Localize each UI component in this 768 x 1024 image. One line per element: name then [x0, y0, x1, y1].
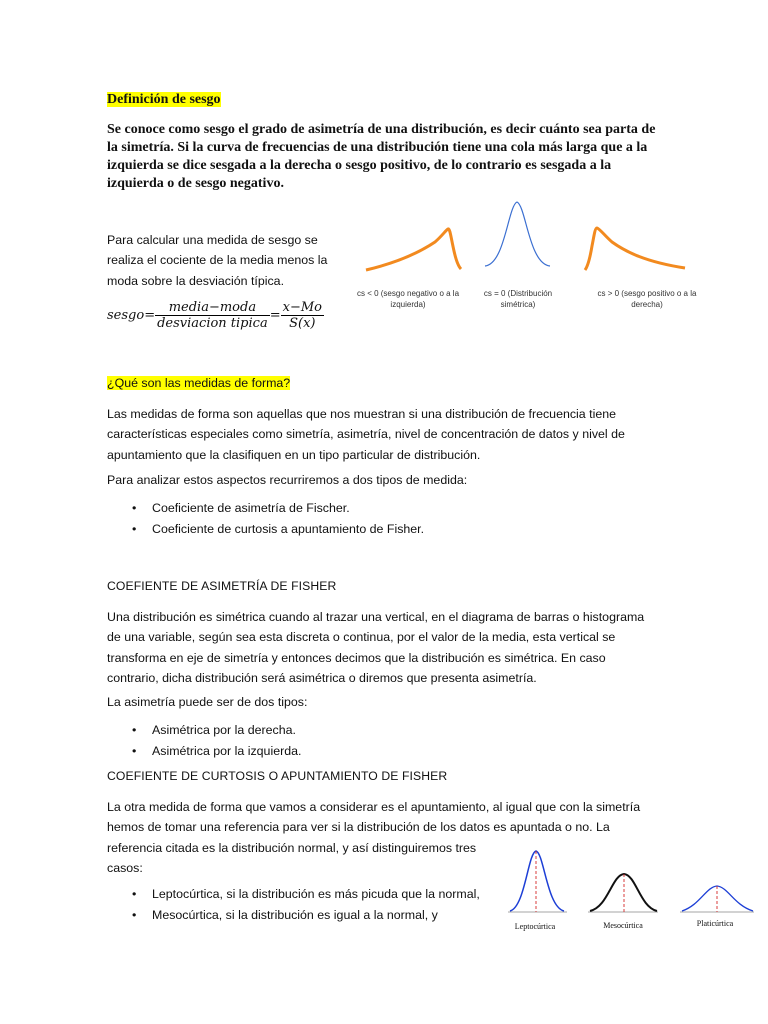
curtosis-paragraph: La otra medida de forma que vamos a considerar es el apuntamiento, al igual que con la simetría hemos de tomar una referencia para ver si la distribución de los datos es apuntada o no. La referencia citada es la distribución normal, y así distinguiremos tres casos: [107, 800, 641, 876]
curtosis-bullet-list [107, 884, 507, 926]
medidas-intro: Para analizar estos aspectos recurriremos a dos tipos de medida: [107, 473, 468, 487]
heading-definicion-sesgo: Definición de sesgo [107, 92, 221, 107]
skewness-curves-figure [360, 196, 705, 280]
caption-positive-skew: cs > 0 (sesgo positivo o a la derecha) [597, 289, 697, 309]
mesokurtic-curve [590, 874, 657, 911]
positive-skew-curve [585, 228, 685, 270]
asimetria-intro: La asimetría puede ser de dos tipos: [107, 695, 308, 709]
caption-negative-skew: cs < 0 (sesgo negativo o a la izquierda) [356, 289, 460, 309]
heading-medidas-forma: ¿Qué son las medidas de forma? [107, 376, 291, 390]
list-item: • Leptocúrtica, si la distribución es más picuda que la normal, [132, 887, 480, 901]
medidas-bullet-list [107, 498, 667, 540]
fraction-media-moda: $\frac{\text{media−moda}}{\text{desviacion tipica}}$ [157, 300, 268, 331]
sesgo-calc-paragraph: Para calcular una medida de sesgo se realiza el cociente de la media menos la moda sobre la desviación típica. [107, 233, 328, 288]
list-item: • Asimétrica por la derecha. [132, 723, 296, 737]
negative-skew-curve [366, 229, 461, 270]
caption-mesocurtica: Mesocúrtica [603, 921, 643, 930]
list-item: • Asimétrica por la izquierda. [132, 744, 302, 758]
fraction-x-mo: $\frac{x-Mo}{S(x)}$ [282, 300, 322, 331]
list-item: • Mesocúrtica, si la distribución es igual a la normal, y [132, 908, 438, 922]
medidas-forma-paragraph: Las medidas de forma son aquellas que nos muestran si una distribución de frecuencia tiene características especiales como simetría, asimetría, nivel de concentración de datos y nivel de apuntamiento que la clasifiquen en un tipo particular de distribución. [107, 407, 625, 462]
caption-symmetric: cs = 0 (Distribución simétrica) [483, 289, 553, 309]
list-item: • Coeficiente de asimetría de Fischer. [132, 501, 350, 515]
sesgo-formula: sesgo= $\frac{\text{media−moda}}{\text{desviacion tipica}}$ = $\frac{x-Mo}{S(x)}$ [107, 300, 322, 331]
list-item: • Coeficiente de curtosis a apuntamiento de Fisher. [132, 522, 425, 536]
sesgo-definition-paragraph: Se conoce como sesgo el grado de asimetría de una distribución, es decir cuánto sea parta de la simetría. Si la curva de frecuencias de una distribución tiene una cola más larga que a la izquierda se dice sesgada a la derecha o sesgo positivo, de lo contrario es sesgada a la izquierda o de sesgo negativo. [107, 122, 656, 191]
asimetria-bullet-list [107, 720, 667, 762]
kurtosis-curves-figure [500, 845, 768, 920]
platykurtic-curve [682, 886, 753, 911]
leptokurtic-curve [510, 851, 564, 911]
heading-curtosis-fisher: COEFIENTE DE CURTOSIS O APUNTAMIENTO DE FISHER [107, 769, 448, 783]
caption-platicurtica: Platicúrtica [696, 919, 734, 928]
heading-asimetria-fisher: COEFIENTE DE ASIMETRÍA DE FISHER [107, 579, 337, 593]
asimetria-paragraph: Una distribución es simétrica cuando al trazar una vertical, en el diagrama de barras o histograma de una variable, según sea esta discreta o continua, por el valor de la media, esta vertical se transforma en eje de simetría y entonces decimos que la distribución es simétrica. En caso contrario, dicha distribución será asimétrica o diremos que presenta asimetría. [107, 610, 645, 686]
symmetric-curve [485, 202, 550, 266]
caption-leptocurtica: Leptocúrtica [514, 922, 556, 931]
